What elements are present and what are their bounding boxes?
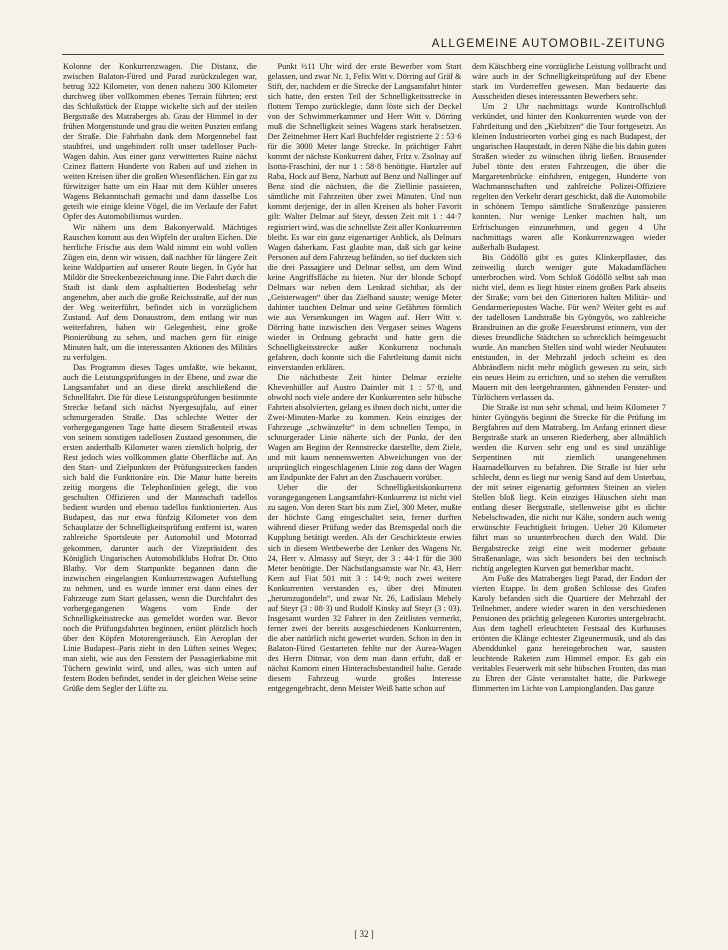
article-columns: [63, 62, 666, 920]
header-rule: [62, 54, 664, 55]
paragraph: dem Kätschberg eine vorzügliche Leistung vollbracht und wäre auch in der Schnelligkeitsprüfung auf der Ebene stark im Vorderreffen gewesen. Man bedauerte das Ausscheiden dieses interessanten Bewerbers sehr.: [472, 62, 666, 102]
column-right: [472, 62, 666, 920]
running-head: ALLGEMEINE AUTOMOBIL-ZEITUNG: [431, 38, 666, 50]
column-left: [63, 62, 257, 920]
paragraph: Das Programm dieses Tages umfaßte, wie bekannt, auch die Leistungsprüfungen in der Ebene, und zwar die Langsamfahrt und an diese direkt anschließend die Schnellfahrt. Die für diese Leistungsprüfungen bestimmte Strecke befand sich nächst Nyergesujfalu, auf einer schmurgeraden Straße. Das schlechte Wetter der vorhergegangenen Tage hatte diesem Straßenteil etwas von seinem sonstigen tadellosen Zustand genommen, die ersten anderthalb Kilometer waren ziemlich holprig, der Rest jedoch wies vollkommen glatte Oberfläche auf. An den Start- und Zielpunkten der Prüfungsstrecken fanden sich bald die Funktionäre ein. Die Matur hatte bereits zeitig morgens die Telephonlinien gelegt, die von geschulten Offizieren und der Mannschaft tadellos bedient wurden und ebenso tadellos funktionierten. Aus Budapest, das nur etwa fünfzig Kilometer von dem Schauplatze der Schnelligkeitsprüfung entfernt ist, waren zahlreiche Sportsleute per Automobil und Motorrad gekommen, darunter auch der Vizepräsident des Königlich Ungarischen Automobilklubs Hofrat Dr. Otto Blathy. Vor dem Startpunkte begannen dann die inzwischen eingelangten Konkurrenzwagen Aufstellung zu nehmen, und es wurde immer erst dann eines der Fahrzeuge zum Start gelassen, wenn die Durchfahrt des vorhergegangenen Wagens vom Ende der Schnelligkeitsstrecke aus gemeldet worden war. Bevor noch die Prüfungsfahrten beginnen, ertönt plötzlich hoch über den Köpfen Motorengeräusch. Ein Aeroplan der Linie Budapest–Paris zieht in den Lüften seines Weges; man sieht, wie aus den Fenstern der Passagierkabine mit Tüchern gewinkt wird, und alles, was sich unten auf festem Boden befindet, sendet in der gleichen Weise seine Grüße dem Segler der Lüfte zu.: [63, 362, 257, 693]
paragraph: Um 2 Uhr nachmittags wurde Kontrollschluß verkündet, und hinter den Konkurrenten wurde von der Fahrtleitung und den „Kiebitzen“ die Tour fortgesetzt. An kleinen Industrieorten vorbei ging es nach Budapest, der ungarischen Hauptstadt, in deren Nähe die bis dahin guten Straßen wieder zu wünschen übrig ließen. Brausender Jubel tönte den ersten Fahrzeugen, die über die Margaretenbrücke einfuhren, entgegen, Hunderte von Wachmannschaften und zahlreiche Polizei-Offiziere regelten den Verkehr derart geschickt, daß die Automobile in schönem Tempo sämtliche Straßenzüge passieren konnten. Nur wenige Lenker machten halt, um Erfrischungen einzunehmen, und gegen 4 Uhr nachmittags waren alle Konkurrenzwagen wieder außerhalb Budapest.: [472, 102, 666, 252]
column-middle: [268, 62, 462, 920]
paragraph: Wir nähern uns dem Bakonyerwald. Mächtiges Rauschen kommt aus den Wipfeln der uralten Eichen. Die herrliche Frische aus dem Wald nimmt ein wohl vollen Zügen ein, denn wir wissen, daß nachher für längere Zeit keine Waldpartien auf unserer Route liegen. In Györ hat Mildör die Streckenbezeichnung inne. Die Fahrt durch die Stadt ist dank dem asphaltierten Bodenbelag sehr angenehm, aber auch die große Reichsstraße, auf der nun der Weg weiterführt, befindet sich in vorzüglichem Zustand. Auf dem Donaustrom, dem entlang wir nun weiterfahren, haben wir Gelegenheit, eine große Pionierübung zu sehen, und machen gern für einige Minuten halt, um die interessanten Aktionen des Militärs zu verfolgen.: [63, 222, 257, 362]
paragraph: Die nächstbeste Zeit hinter Delmar erzielte Khevenhüller auf Austro Daimler mit 1 : 57·8, und obwohl noch viele andere der Konkurrenten sehr hübsche Fahrten absolvierten, gelang es ihnen doch nicht, unter die Zwei-Minuten-Marke zu kommen. Kein einziges der Fahrzeuge „schwänzelte“ in dem schnellen Tempo, in schnurgerader Linie näherte sich der Punkt, der den Wagen am Beginn der Rennstrecke darstellte, dem Ziele, und mit kaum nennenswerten Abweichungen von der ursprünglich eingeschlagenen Linie zog dann der Wagen am Endpunkte der Fahrt an den Zuschauern vorüber.: [267, 372, 462, 483]
paragraph: Die Straße ist nun sehr schmal, und beim Kilometer 7 hinter Gyöngyös beginnt die Strecke für die Prüfung im Bergfahren auf dem Matraberg. Im Anfang erinnert diese Bergstraße stark an unseren Riederberg, aber allmählich werden die Kurven sehr eng und es sind unzählige Serpentinen mit ziemlich unangenehmen Haarnadelkurven zu befahren. Die Straße ist hier sehr schlecht, denn es liegt nur wenig Sand auf dem Unterbau, der mit seiner eigenartig geformten Steinen an vielen Stellen bloß liegt. Kein einziges Häuschen sieht man entlang dieser Bergstraße, stellenweise gibt es dichte Nebelschwaden, die nicht nur Kälte, sondern auch wenig erwünschte Feuchtigkeit bringen. Ueber 20 Kilometer fährt man so ununterbrochen durch den Wald. Die Bergabstrecke zeigt eine weit moderner gebaute Straßenanlage, was sich besonders bei den technisch richtig angelegten Kurven gut bemerkbar macht.: [472, 403, 666, 573]
paragraph: Punkt ½11 Uhr wird der erste Bewerber vom Start gelassen, und zwar Nr. 1, Felix Witt v. Dörring auf Gräf & Stift, der, nachdem er die Strecke der Langsamfahrt hinter sich hatte, den ersten Teil der Schnelligkeitsstrecke in flottem Tempo zurücklegte, dann löste sich der Deckel von der Schwimmerkammer und Herr Witt v. Dörring muß die Schnelligkeit seines Wagens stark herabsetzen. Der Zeitnehmer Herr Karl Buchfelder registrierte 2 : 53·6 für die 3000 Meter lange Strecke. In prächtiger Fahrt kommt der nächste Konkurrent daher, Fritz v. Zsolnay auf Isotta-Fraschini, der nur 1 : 58·8 benötigte. Hartzler auf Raba, Hock auf Benz, Narbutt auf Benz und Nallinger auf Benz sind die nächsten, die die Ziellinie passieren, sämtliche mit Fahrzeiten über zwei Minuten. Und nun kommt derjenige, der in allen Kreisen als hoher Favorit gilt: Walter Delmar auf Steyr, dessen Zeit mit 1 : 44·7 registriert wird, was die schnellste Zeit aller Konkurrenten bleibt. Es war ein ganz eigenartiger Anblick, als Delmars Wagen daherkam. Fast glaubte man, daß sich gar keine Personen auf dem Fahrzeug befänden, so tief duckten sich die drei Passagiere und Delmar selbst, um dem Wind keine Angriffsfläche zu bieten. Nur der blonde Schopf Delmars war neben dem Lenkrad sichtbar, als der „Geisterwagen“ über das Zielband sauste; wenige Meter dahinter tauchten Delmar und seine Gefährten förmlich wie aus Versenkungen im Wagen auf. Herr Witt v. Dörring hatte inzwischen den Vergaser seines Wagens wieder in Ordnung gebracht und hatte gern die Schnelligkeitsstrecke außer Konkurrenz nochmals gefahren, doch konnte sich die Fahrtleitung damit nicht einverstanden erklären.: [267, 62, 462, 372]
paragraph: Bis Gödöllö gibt es gutes Klinkerpflaster, das zeitweilig durch weniger gute Makadamflächen unterbrochen wird. Vom Schloß Gödöllö selbst sah man nicht viel, denn es liegt hinter einem großen Park abseits der Straße; vorn bei den Gittertoren halten Militär- und Gendarmerieposten Wache. Für wen? Weiter geht es auf der tadellosen Landstraße bis Gyöngyös, wo zahlreiche Brandruinen an die große Feuersbrunst erinnern, von der dieses freundliche Städtchen so schrecklich heimgesucht wurde. An manchen Stellen sind wohl wieder Neubauten entstanden, in der Mehrzahl jedoch scheint es den Abbrändlern nicht mehr möglich gewesen zu sein, sich ein neues Heim zu errichten, und so stehen die verrußten Mauern mit den leergebrannten, gähnenden Fenster- und Türlöchern verlassen da.: [472, 252, 666, 403]
paragraph: Kolonne der Konkurrenzwagen. Die Distanz, die zwischen Balaton-Füred und Parad zurückzulegen war, betrug 322 Kilometer, von denen nahezu 300 Kilometer durchweg über vollkommen ebenes Terrain führten; erst das Schlußstück der Etappe wickelte sich auf der steilen Bergstraße des Matraberges ab. Grau der Himmel in der frühen Morgenstunde und grau die weiten Puszten entlang der Straße. Die Fahrbahn dank dem Morgennebel fast staubfrei, und ungehindert rollt unser tadelloser Puch-Wagen dahin. Aus einer ganz verwitterten Ruine nächst Czinez flattern Hunderte von Raben auf und ziehen in weiten Kreisen über die großen Wiesenflächen. Ein gar zu fürwitziger hatte um ein Haar mit dem Kühler unseres Wagens Bekanntschaft gemacht und dann dasselbe Los geteilt wie einige kleine Vögel, die im Verlaufe der Fahrt Opfer des Automobilismus wurden.: [63, 62, 257, 222]
paragraph: Ueber die der Schnelligkeitskonkurrenz vorangegangenen Langsamfahrt-Konkurrenz ist nicht viel zu sagen. Von deren Start bis zum Ziel, 300 Meter, mußte der höchste Gang eingeschaltet sein, ferner durften während dieser Prüfung weder das Bremspedal noch die Kupplung betätigt werden. Als der Geschickteste erwies sich in diesem Wettbewerbe der Lenker des Wagens Nr. 24, Herr v. Almassy auf Steyr, der 3 : 44·1 für die 300 Meter benötigte. Der Nächstlangsamste war Nr. 43, Herr Kern auf Fiat 501 mit 3 : 14·9; noch zwei weitere Konkurrenten verstanden es, über drei Minuten „herumzugondeln“, und zwar Nr. 26, Ladislaus Mehely auf Steyr (3 : 08·3) und Rudolf Kinsky auf Steyr (3 : 03). Insgesamt wurden 32 Fahrer in den Zeitlisten vermerkt, ferner zwei der bereits ausgeschiedenen Konkurrenten, die aber natürlich nicht gewertet wurden. Schon in den in Balaton-Füred Gestarteten fehlte nur der Aurea-Wagen des Herrn Ditmar, von dem man dann erfuhr, daß er nächst Komorn einen Hinterachsbestandteil halte. Gerade diesem Fahrzeug wurde großes Interesse entgegengebracht, denn Meister Weiß hatte schon auf: [267, 483, 462, 693]
page-number: [ 32 ]: [354, 929, 374, 939]
paragraph: Am Fuße des Matraberges liegt Parad, der Endort der vierten Etappe. In dem großen Schlosse des Grafen Karoly befanden sich die Quartiere der Mehrzahl der Teilnehmer, andere wieder waren in den verschiedenen Pensionen des prächtig gelegenen Kurortes untergebracht. Aus dem taghell erleuchteten Festsaal des Kurhauses ertönten die Klänge echtester Zigeunermusik, und als das Abenddunkel ganz hereingebrochen war, sausten leuchtende Raketen zum Himmel empor. Es gab ein veritables Feuerwerk mit sehr hübschen Fronten, das man zu Ehren der Gäste veranstaltet hatte, die Parkwege flimmerten im Lichte von Lampionglanden. Das ganze: [472, 573, 666, 693]
